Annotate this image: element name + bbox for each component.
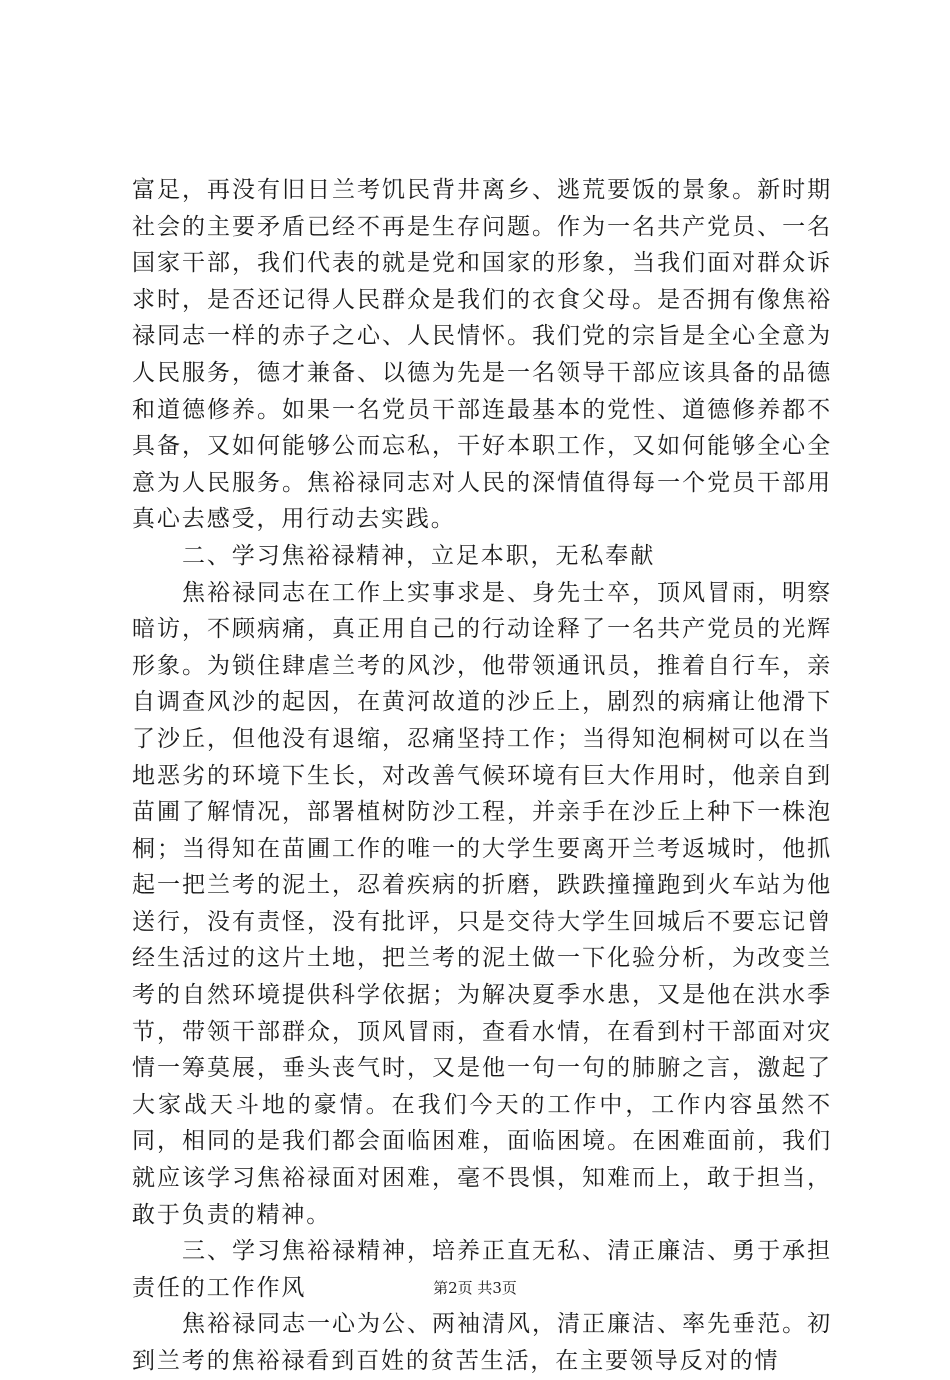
section-heading-two: 二、学习焦裕禄精神，立足本职，无私奉献 (182, 542, 656, 569)
document-body (132, 172, 832, 1380)
page-footer: 第2页 共3页 (433, 1279, 517, 1297)
paragraph-continuation: 富足，再没有旧日兰考饥民背井离乡、逃荒要饭的景象。新时期社会的主要矛盾已经不再是生存问题。作为一名共产党员、一名国家干部，我们代表的就是党和国家的形象，当我们面对群众诉求时，是否还记得人民群众是我们的衣食父母。是否拥有像焦裕禄同志一样的赤子之心、人民情怀。我们党的宗旨是全心全意为人民服务，德才兼备、以德为先是一名领导干部应该具备的品德和道德修养。如果一名党员干部连最基本的党性、道德修养都不具备，又如何能够公而忘私，干好本职工作，又如何能够全心全意为人民服务。焦裕禄同志对人民的深情值得每一个党员干部用真心去感受，用行动去实践。 (132, 177, 832, 533)
paragraph-section-two: 焦裕禄同志在工作上实事求是、身先士卒，顶风冒雨，明察暗访，不顾病痛，真正用自己的行动诠释了一名共产党员的光辉形象。为锁住肆虐兰考的风沙，他带领通讯员，推着自行车，亲自调查风沙的起因，在黄河故道的沙丘上，剧烈的病痛让他滑下了沙丘，但他没有退缩，忍痛坚持工作；当得知泡桐树可以在当地恶劣的环境下生长，对改善气候环境有巨大作用时，他亲自到苗圃了解情况，部署植树防沙工程，并亲手在沙丘上种下一株泡桐；当得知在苗圃工作的唯一的大学生要离开兰考返城时，他抓起一把兰考的泥土，忍着疾病的折磨，跌跌撞撞跑到火车站为他送行，没有责怪，没有批评，只是交待大学生回城后不要忘记曾经生活过的这片土地，把兰考的泥土做一下化验分析，为改变兰考的自然环境提供科学依据；为解决夏季水患，又是他在洪水季节，带领干部群众，顶风冒雨，查看水情，在看到村干部面对灾情一筹莫展，垂头丧气时，又是他一句一句的肺腑之言，激起了大家战天斗地的豪情。在我们今天的工作中，工作内容虽然不同，相同的是我们都会面临困难，面临困境。在困难面前，我们就应该学习焦裕禄面对困难，毫不畏惧，知难而上，敢于担当，敢于负责的精神。 (132, 579, 832, 1228)
paragraph-section-three: 焦裕禄同志一心为公、两袖清风，清正廉洁、率先垂范。初到兰考的焦裕禄看到百姓的贫苦生活，在主要领导反对的情 (132, 1311, 832, 1374)
section-heading-three: 三、学习焦裕禄精神，培养正直无私、清正廉洁、勇于承担责任的工作作风 (132, 1238, 832, 1301)
